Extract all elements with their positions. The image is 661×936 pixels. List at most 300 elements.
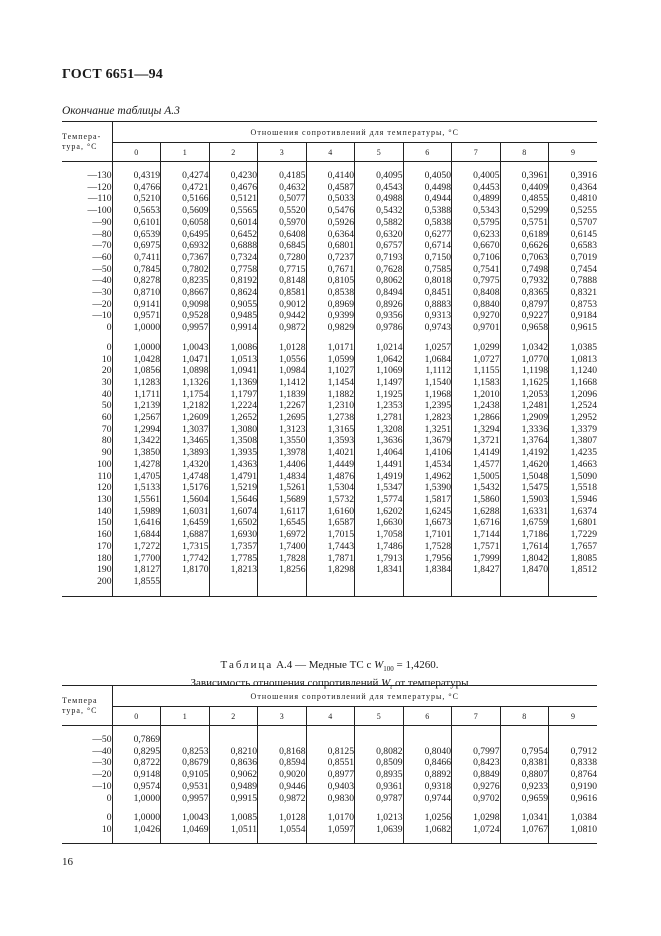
table-row: [62, 205, 597, 217]
value-cell: 0,5210: [112, 193, 161, 205]
spacer-cell: [452, 334, 501, 342]
value-cell: 1,0000: [112, 793, 161, 805]
temperature-cell: 0: [62, 322, 112, 334]
value-cell: 1,6759: [500, 517, 549, 529]
value-cell: 1,1069: [355, 365, 404, 377]
value-cell: [403, 734, 452, 746]
value-cell: 0,8082: [355, 746, 404, 758]
value-cell: 1,1240: [570, 365, 597, 377]
value-cell: 0,9489: [209, 781, 258, 793]
spacer-cell: [62, 162, 112, 171]
value-cell: 1,4106: [403, 447, 452, 459]
value-cell: 1,0984: [258, 365, 307, 377]
spacer-cell: [112, 334, 161, 342]
table-row: [62, 299, 597, 311]
value-cell: 0,8840: [452, 299, 501, 311]
value-cell: 1,5347: [355, 482, 404, 494]
table-row: [62, 435, 597, 447]
value-cell: 1,6031: [161, 506, 210, 518]
table-a4-subtitle-start: Зависимость отношения сопротивлений: [190, 677, 382, 690]
value-cell: 0,4988: [355, 193, 404, 205]
value-cell: 1,7785: [209, 553, 258, 565]
value-cell: 0,7802: [161, 264, 210, 276]
value-cell: 1,2395: [403, 400, 452, 412]
w-subscript: 100: [383, 665, 394, 674]
value-cell: 0,7997: [452, 746, 501, 758]
value-cell: 1,2909: [500, 412, 549, 424]
temperature-cell: 50: [62, 400, 112, 412]
value-cell: 0,8235: [161, 275, 210, 287]
spacer-cell: [62, 804, 112, 812]
standard-header: ГОСТ 6651—94: [62, 67, 163, 82]
value-cell: 1,7700: [112, 553, 161, 565]
value-cell: 0,8408: [452, 287, 501, 299]
value-cell: 0,6975: [112, 240, 161, 252]
value-cell: 0,4095: [355, 170, 404, 182]
table-row: [62, 264, 597, 276]
value-cell: 1,3379: [570, 423, 597, 435]
table-row: [62, 482, 597, 494]
value-cell: 1,1454: [306, 377, 355, 389]
value-cell: 0,5343: [452, 205, 501, 217]
value-cell: 0,7541: [452, 264, 501, 276]
column-header: 2: [209, 143, 258, 162]
table-row: [62, 746, 597, 758]
value-cell: 1,0384: [570, 812, 597, 824]
value-cell: 1,1925: [355, 389, 404, 401]
value-cell: 0,9442: [258, 310, 307, 322]
table-row: [62, 576, 597, 588]
value-cell: 1,4534: [403, 459, 452, 471]
column-header: 1: [161, 707, 210, 726]
value-cell: 1,0000: [112, 342, 161, 354]
value-cell: 1,2267: [258, 400, 307, 412]
value-cell: [452, 576, 501, 588]
value-cell: 1,0471: [161, 354, 210, 366]
value-cell: 1,5219: [209, 482, 258, 494]
value-cell: 1,5475: [500, 482, 549, 494]
value-cell: 1,8085: [570, 552, 597, 564]
value-cell: 0,7932: [500, 275, 549, 287]
spacer-cell: [403, 334, 452, 342]
value-cell: 1,5133: [112, 482, 161, 494]
table-row: [62, 769, 597, 781]
value-cell: 0,6495: [161, 229, 210, 241]
spacer-cell: [500, 804, 549, 812]
value-cell: 0,4944: [403, 193, 452, 205]
value-cell: 0,6932: [161, 240, 210, 252]
temperature-cell: —50: [62, 734, 112, 746]
value-cell: 1,3037: [161, 424, 210, 436]
value-cell: 0,6801: [306, 240, 355, 252]
temperature-cell: 0: [62, 342, 112, 354]
value-cell: 1,5432: [452, 482, 501, 494]
value-cell: 1,3123: [258, 424, 307, 436]
value-cell: [549, 576, 598, 588]
value-cell: 1,0767: [500, 824, 549, 836]
value-cell: 0,4185: [258, 170, 307, 182]
value-cell: 1,0000: [112, 812, 161, 824]
value-cell: 0,7280: [258, 252, 307, 264]
value-cell: 0,8969: [306, 299, 355, 311]
value-cell: 1,2738: [306, 412, 355, 424]
value-cell: 0,8040: [403, 746, 452, 758]
value-cell: 1,2567: [112, 412, 161, 424]
value-cell: 1,0556: [258, 354, 307, 366]
value-cell: 0,8509: [355, 757, 404, 769]
spacer-cell: [161, 334, 210, 342]
spacer-cell: [403, 588, 452, 597]
value-cell: 1,6160: [306, 506, 355, 518]
value-cell: 1,7144: [452, 529, 501, 541]
value-cell: 0,3916: [570, 170, 597, 181]
spacer-cell: [112, 726, 161, 735]
value-cell: 1,2438: [452, 400, 501, 412]
column-header-row: [62, 707, 597, 726]
column-header: 4: [306, 707, 355, 726]
value-cell: 0,9062: [209, 769, 258, 781]
value-cell: 1,3593: [306, 435, 355, 447]
table-row: [62, 275, 597, 287]
value-cell: 0,7106: [452, 252, 501, 264]
value-cell: 1,6117: [258, 506, 307, 518]
value-cell: 1,1412: [258, 377, 307, 389]
value-cell: 0,8551: [306, 757, 355, 769]
column-header: 0: [112, 143, 161, 162]
temperature-cell: —20: [62, 769, 112, 781]
value-cell: 0,9276: [452, 781, 501, 793]
value-cell: 0,7237: [306, 252, 355, 264]
value-cell: [549, 734, 598, 746]
value-cell: 0,8365: [500, 287, 549, 299]
value-cell: 0,9659: [500, 793, 549, 805]
value-cell: 1,5689: [258, 494, 307, 506]
value-cell: 0,6583: [570, 240, 597, 252]
table-a3: [62, 121, 597, 597]
spacer-cell: [500, 588, 549, 597]
table-row: [62, 517, 597, 529]
table-row: [62, 564, 597, 576]
value-cell: 1,6288: [452, 506, 501, 518]
temperature-cell: —110: [62, 193, 112, 205]
table-row: [62, 793, 597, 805]
temperature-cell: —130: [62, 170, 112, 182]
spacer-cell: [549, 588, 598, 597]
value-cell: 1,8512: [570, 564, 597, 576]
value-cell: 1,0341: [500, 812, 549, 824]
value-cell: 0,5565: [209, 205, 258, 217]
column-header: 9: [549, 143, 598, 162]
value-cell: 1,0770: [500, 354, 549, 366]
value-cell: 1,2652: [209, 412, 258, 424]
temperature-cell: —40: [62, 275, 112, 287]
value-cell: 1,4235: [570, 447, 597, 459]
spacer-cell: [549, 334, 598, 342]
value-cell: 0,5520: [258, 205, 307, 217]
value-cell: 0,4632: [258, 182, 307, 194]
table-row: [62, 252, 597, 264]
spacer-cell: [452, 726, 501, 735]
spacer-cell: [161, 804, 210, 812]
value-cell: 1,8256: [258, 564, 307, 576]
value-cell: 1,0682: [403, 824, 452, 836]
value-cell: 0,6626: [500, 240, 549, 252]
value-cell: 1,5860: [452, 494, 501, 506]
value-cell: 1,0724: [452, 824, 501, 836]
temperature-cell: —30: [62, 287, 112, 299]
value-cell: 1,5989: [112, 506, 161, 518]
value-cell: 1,7229: [570, 529, 597, 541]
spacer-cell: [500, 162, 549, 171]
spacer-cell: [549, 162, 598, 171]
value-cell: 1,7315: [161, 541, 210, 553]
value-cell: 1,6716: [452, 517, 501, 529]
spacer-row: [62, 804, 597, 812]
table-row: [62, 447, 597, 459]
value-cell: 1,0428: [112, 354, 161, 366]
temperature-cell: 80: [62, 435, 112, 447]
value-cell: 0,9743: [403, 322, 452, 334]
value-cell: 0,5166: [161, 193, 210, 205]
value-cell: 0,5121: [209, 193, 258, 205]
table-row: [62, 310, 597, 322]
spacer-cell: [306, 162, 355, 171]
value-cell: 1,7999: [452, 553, 501, 565]
temperature-cell: 20: [62, 365, 112, 377]
value-cell: 1,4192: [500, 447, 549, 459]
value-cell: 0,9914: [209, 322, 258, 334]
value-cell: 0,8062: [355, 275, 404, 287]
value-cell: 1,0385: [570, 341, 597, 353]
spacer-cell: [161, 588, 210, 597]
spacer-cell: [306, 334, 355, 342]
value-cell: 1,0554: [258, 824, 307, 836]
value-cell: 0,4676: [209, 182, 258, 194]
value-cell: 1,0597: [306, 824, 355, 836]
wt-subscript: t: [390, 683, 393, 692]
spacer-cell: [209, 804, 258, 812]
value-cell: 0,8977: [306, 769, 355, 781]
value-cell: 0,8210: [209, 746, 258, 758]
table-row: [62, 757, 597, 769]
value-cell: 1,5304: [306, 482, 355, 494]
value-cell: 1,1968: [403, 389, 452, 401]
value-cell: 1,7528: [403, 541, 452, 553]
column-header: 2: [209, 707, 258, 726]
value-cell: 1,0298: [452, 812, 501, 824]
value-cell: 1,2781: [355, 412, 404, 424]
table-row: [62, 322, 597, 334]
temperature-cell: —120: [62, 182, 112, 194]
value-cell: 1,4834: [258, 471, 307, 483]
value-cell: 0,7585: [403, 264, 452, 276]
temperature-cell: 100: [62, 459, 112, 471]
temperature-cell: —40: [62, 746, 112, 758]
value-cell: 0,9446: [258, 781, 307, 793]
value-cell: 0,8381: [500, 757, 549, 769]
value-cell: 0,8594: [258, 757, 307, 769]
spacer-cell: [209, 726, 258, 735]
temperature-cell: 0: [62, 812, 112, 824]
value-cell: 0,8295: [112, 746, 161, 758]
value-cell: 0,7324: [209, 252, 258, 264]
value-cell: 1,6887: [161, 529, 210, 541]
value-cell: 1,3465: [161, 435, 210, 447]
value-cell: 1,5946: [570, 493, 597, 505]
value-cell: 1,3764: [500, 435, 549, 447]
spacer-cell: [112, 588, 161, 597]
stub-header: Темпера- тура, °С: [62, 122, 112, 162]
table-row: [62, 217, 597, 229]
spacer-cell: [62, 334, 112, 342]
value-cell: 0,9702: [452, 793, 501, 805]
temperature-cell: 130: [62, 494, 112, 506]
value-cell: 1,0000: [112, 322, 161, 334]
value-cell: 1,0213: [355, 812, 404, 824]
value-cell: 0,7954: [500, 746, 549, 758]
value-cell: 0,8338: [570, 757, 597, 769]
spacer-cell: [355, 726, 404, 735]
table-row: [62, 529, 597, 541]
temperature-cell: 200: [62, 576, 112, 588]
temperature-cell: —100: [62, 205, 112, 217]
value-cell: 1,3336: [500, 424, 549, 436]
value-cell: 0,5609: [161, 205, 210, 217]
spacer-cell: [258, 162, 307, 171]
spacer-cell: [403, 726, 452, 735]
value-cell: 1,6502: [209, 517, 258, 529]
table-title: Отношения сопротивлений для температуры, °С: [112, 686, 597, 707]
value-cell: 0,8807: [500, 769, 549, 781]
value-cell: 1,2010: [452, 389, 501, 401]
value-cell: 0,9616: [570, 792, 597, 804]
value-cell: 0,9233: [500, 781, 549, 793]
value-cell: [209, 734, 258, 746]
value-cell: 1,4919: [355, 471, 404, 483]
value-cell: 1,1583: [452, 377, 501, 389]
value-cell: 1,2823: [403, 412, 452, 424]
value-cell: 1,4876: [306, 471, 355, 483]
value-cell: 1,3679: [403, 435, 452, 447]
value-cell: 0,7715: [258, 264, 307, 276]
value-cell: 0,6189: [500, 229, 549, 241]
value-cell: 1,1882: [306, 389, 355, 401]
value-cell: 0,9615: [570, 322, 597, 334]
value-cell: 0,9574: [112, 781, 161, 793]
value-cell: 0,9270: [452, 310, 501, 322]
value-cell: 1,8384: [403, 564, 452, 576]
value-cell: 0,8192: [209, 275, 258, 287]
column-header: 3: [258, 707, 307, 726]
value-cell: 0,7845: [112, 264, 161, 276]
value-cell: 0,5388: [403, 205, 452, 217]
value-cell: 0,4230: [209, 170, 258, 182]
value-cell: 1,7272: [112, 541, 161, 553]
value-cell: 1,6844: [112, 529, 161, 541]
value-cell: 0,9055: [209, 299, 258, 311]
spacer-cell: [355, 334, 404, 342]
value-cell: 0,4319: [112, 170, 161, 182]
value-cell: 1,8341: [355, 564, 404, 576]
value-cell: 0,9141: [112, 299, 161, 311]
value-cell: 1,3893: [161, 447, 210, 459]
spacer-cell: [549, 726, 598, 735]
table-row: [62, 506, 597, 518]
table-row: [62, 193, 597, 205]
value-cell: 1,0086: [209, 342, 258, 354]
spacer-cell: [549, 804, 598, 812]
value-cell: 0,8926: [355, 299, 404, 311]
value-cell: 0,8168: [258, 746, 307, 758]
value-cell: 1,0898: [161, 365, 210, 377]
value-cell: 0,4498: [403, 182, 452, 194]
value-cell: 1,4278: [112, 459, 161, 471]
table-a4-subtitle-end: от температуры: [392, 677, 469, 690]
table-row: [62, 229, 597, 241]
value-cell: 0,6101: [112, 217, 161, 229]
spacer-cell: [452, 804, 501, 812]
value-cell: 1,1797: [209, 389, 258, 401]
table-body: [62, 162, 597, 597]
value-cell: 1,5732: [306, 494, 355, 506]
value-cell: 0,7758: [209, 264, 258, 276]
value-cell: 1,0426: [112, 824, 161, 836]
value-cell: 1,8470: [500, 564, 549, 576]
value-cell: 0,6364: [306, 229, 355, 241]
temperature-cell: 30: [62, 377, 112, 389]
value-cell: 1,0342: [500, 342, 549, 354]
value-cell: 0,7063: [500, 252, 549, 264]
value-cell: 1,2139: [112, 400, 161, 412]
value-cell: 0,4050: [403, 170, 452, 182]
table-title: Отношения сопротивлений для температуры, °С: [112, 122, 597, 143]
value-cell: 1,4663: [570, 458, 597, 470]
value-cell: 0,8797: [500, 299, 549, 311]
value-cell: [500, 734, 549, 746]
value-cell: 0,9787: [355, 793, 404, 805]
value-cell: 1,6416: [112, 517, 161, 529]
value-cell: 0,4140: [306, 170, 355, 182]
temperature-cell: 40: [62, 389, 112, 401]
value-cell: [258, 576, 307, 588]
value-cell: 0,5707: [570, 216, 597, 228]
value-cell: 1,0043: [161, 342, 210, 354]
value-cell: 0,9701: [452, 322, 501, 334]
value-cell: 1,0128: [258, 812, 307, 824]
value-cell: 1,4320: [161, 459, 210, 471]
value-cell: 1,3294: [452, 424, 501, 436]
table-row: [62, 389, 597, 401]
value-cell: 1,0170: [306, 812, 355, 824]
value-cell: 1,5048: [500, 471, 549, 483]
temperature-cell: 140: [62, 506, 112, 518]
value-cell: 1,1326: [161, 377, 210, 389]
value-cell: 1,1497: [355, 377, 404, 389]
column-header: 5: [355, 143, 404, 162]
value-cell: 1,7443: [306, 541, 355, 553]
value-cell: 1,4149: [452, 447, 501, 459]
spacer-cell: [112, 162, 161, 171]
value-cell: 1,6459: [161, 517, 210, 529]
value-cell: 0,9872: [258, 322, 307, 334]
spacer-cell: [306, 588, 355, 597]
table-row: [62, 377, 597, 389]
value-cell: 0,6670: [452, 240, 501, 252]
spacer-cell: [500, 334, 549, 342]
value-cell: 0,5432: [355, 205, 404, 217]
value-cell: 1,6930: [209, 529, 258, 541]
value-cell: 1,6245: [403, 506, 452, 518]
